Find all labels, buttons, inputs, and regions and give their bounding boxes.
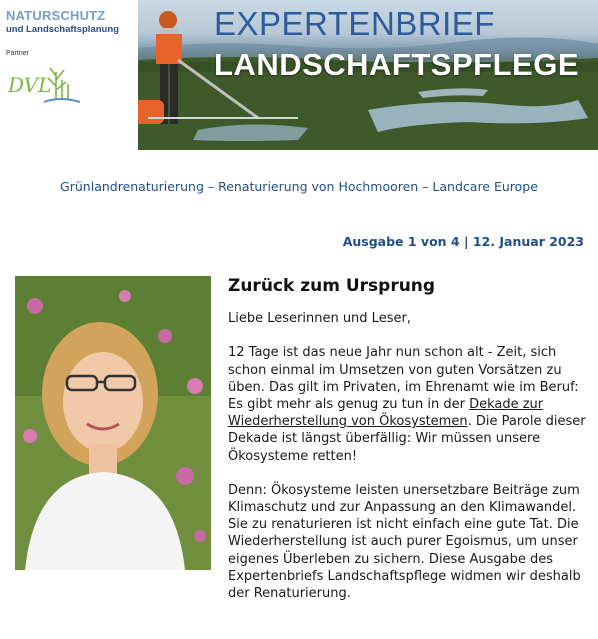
article-title: Zurück zum Ursprung: [228, 276, 436, 296]
dvl-partner-logo[interactable]: [8, 62, 88, 108]
author-photo: [15, 276, 211, 570]
logo-title: NATURSCHUTZ: [6, 8, 106, 23]
article-paragraph-1: [228, 344, 588, 464]
issue-date-line: Ausgabe 1 von 4 | 12. Januar 2023: [342, 234, 584, 249]
dvl-logo-text: DVL: [8, 73, 52, 97]
publisher-logo[interactable]: [0, 0, 138, 150]
article-greeting: Liebe Leserinnen und Leser,: [228, 311, 411, 327]
editorial-article: [228, 278, 588, 619]
brushcutter-icon: [138, 100, 164, 124]
paragraph-1-text-end: . Die Parole dieser Dekade ist längst überfällig: Wir müssen unsere Ökosysteme retten!: [228, 414, 586, 464]
paragraph-1-text-start: 12 Tage ist das neue Jahr nun schon alt - Zeit, sich schon einmal im Umsetzen von guten Vorsätzen zu üben. Das gilt im Privaten, im Ehrenamt wie im Beruf: Es gibt mehr als genug zu tun in der: [228, 345, 579, 413]
worker-helmet-icon: [159, 11, 177, 29]
decade-restoration-link[interactable]: Dekade zur Wiederherstellung von Ökosystemen: [228, 397, 544, 430]
worker-vest-icon: [156, 34, 182, 64]
banner-title-line2: LANDSCHAFTSPFLEGE: [214, 47, 579, 82]
article-paragraph-2: Denn: Ökosysteme leisten unersetzbare Beiträge zum Klimaschutz und zur Anpassung an den Klimawandel. Sie zu renaturieren ist nicht einfach eine gute Tat. Die Wiederherstellung ist auch purer Egoismus, um unser eigenes Überleben zu sichern. Diese Ausgabe des Expertenbriefs Landschaftspflege widmen wir deshalb der Renaturierung.: [228, 482, 581, 602]
banner-title-line1: EXPERTENBRIEF: [214, 5, 495, 42]
topics-line: Grünlandrenaturierung – Renaturierung von Hochmooren – Landcare Europe: [60, 179, 538, 194]
logo-subtitle: und Landschaftsplanung: [6, 24, 119, 35]
partner-label: Partner: [6, 50, 29, 57]
newsletter-header: [0, 0, 598, 150]
